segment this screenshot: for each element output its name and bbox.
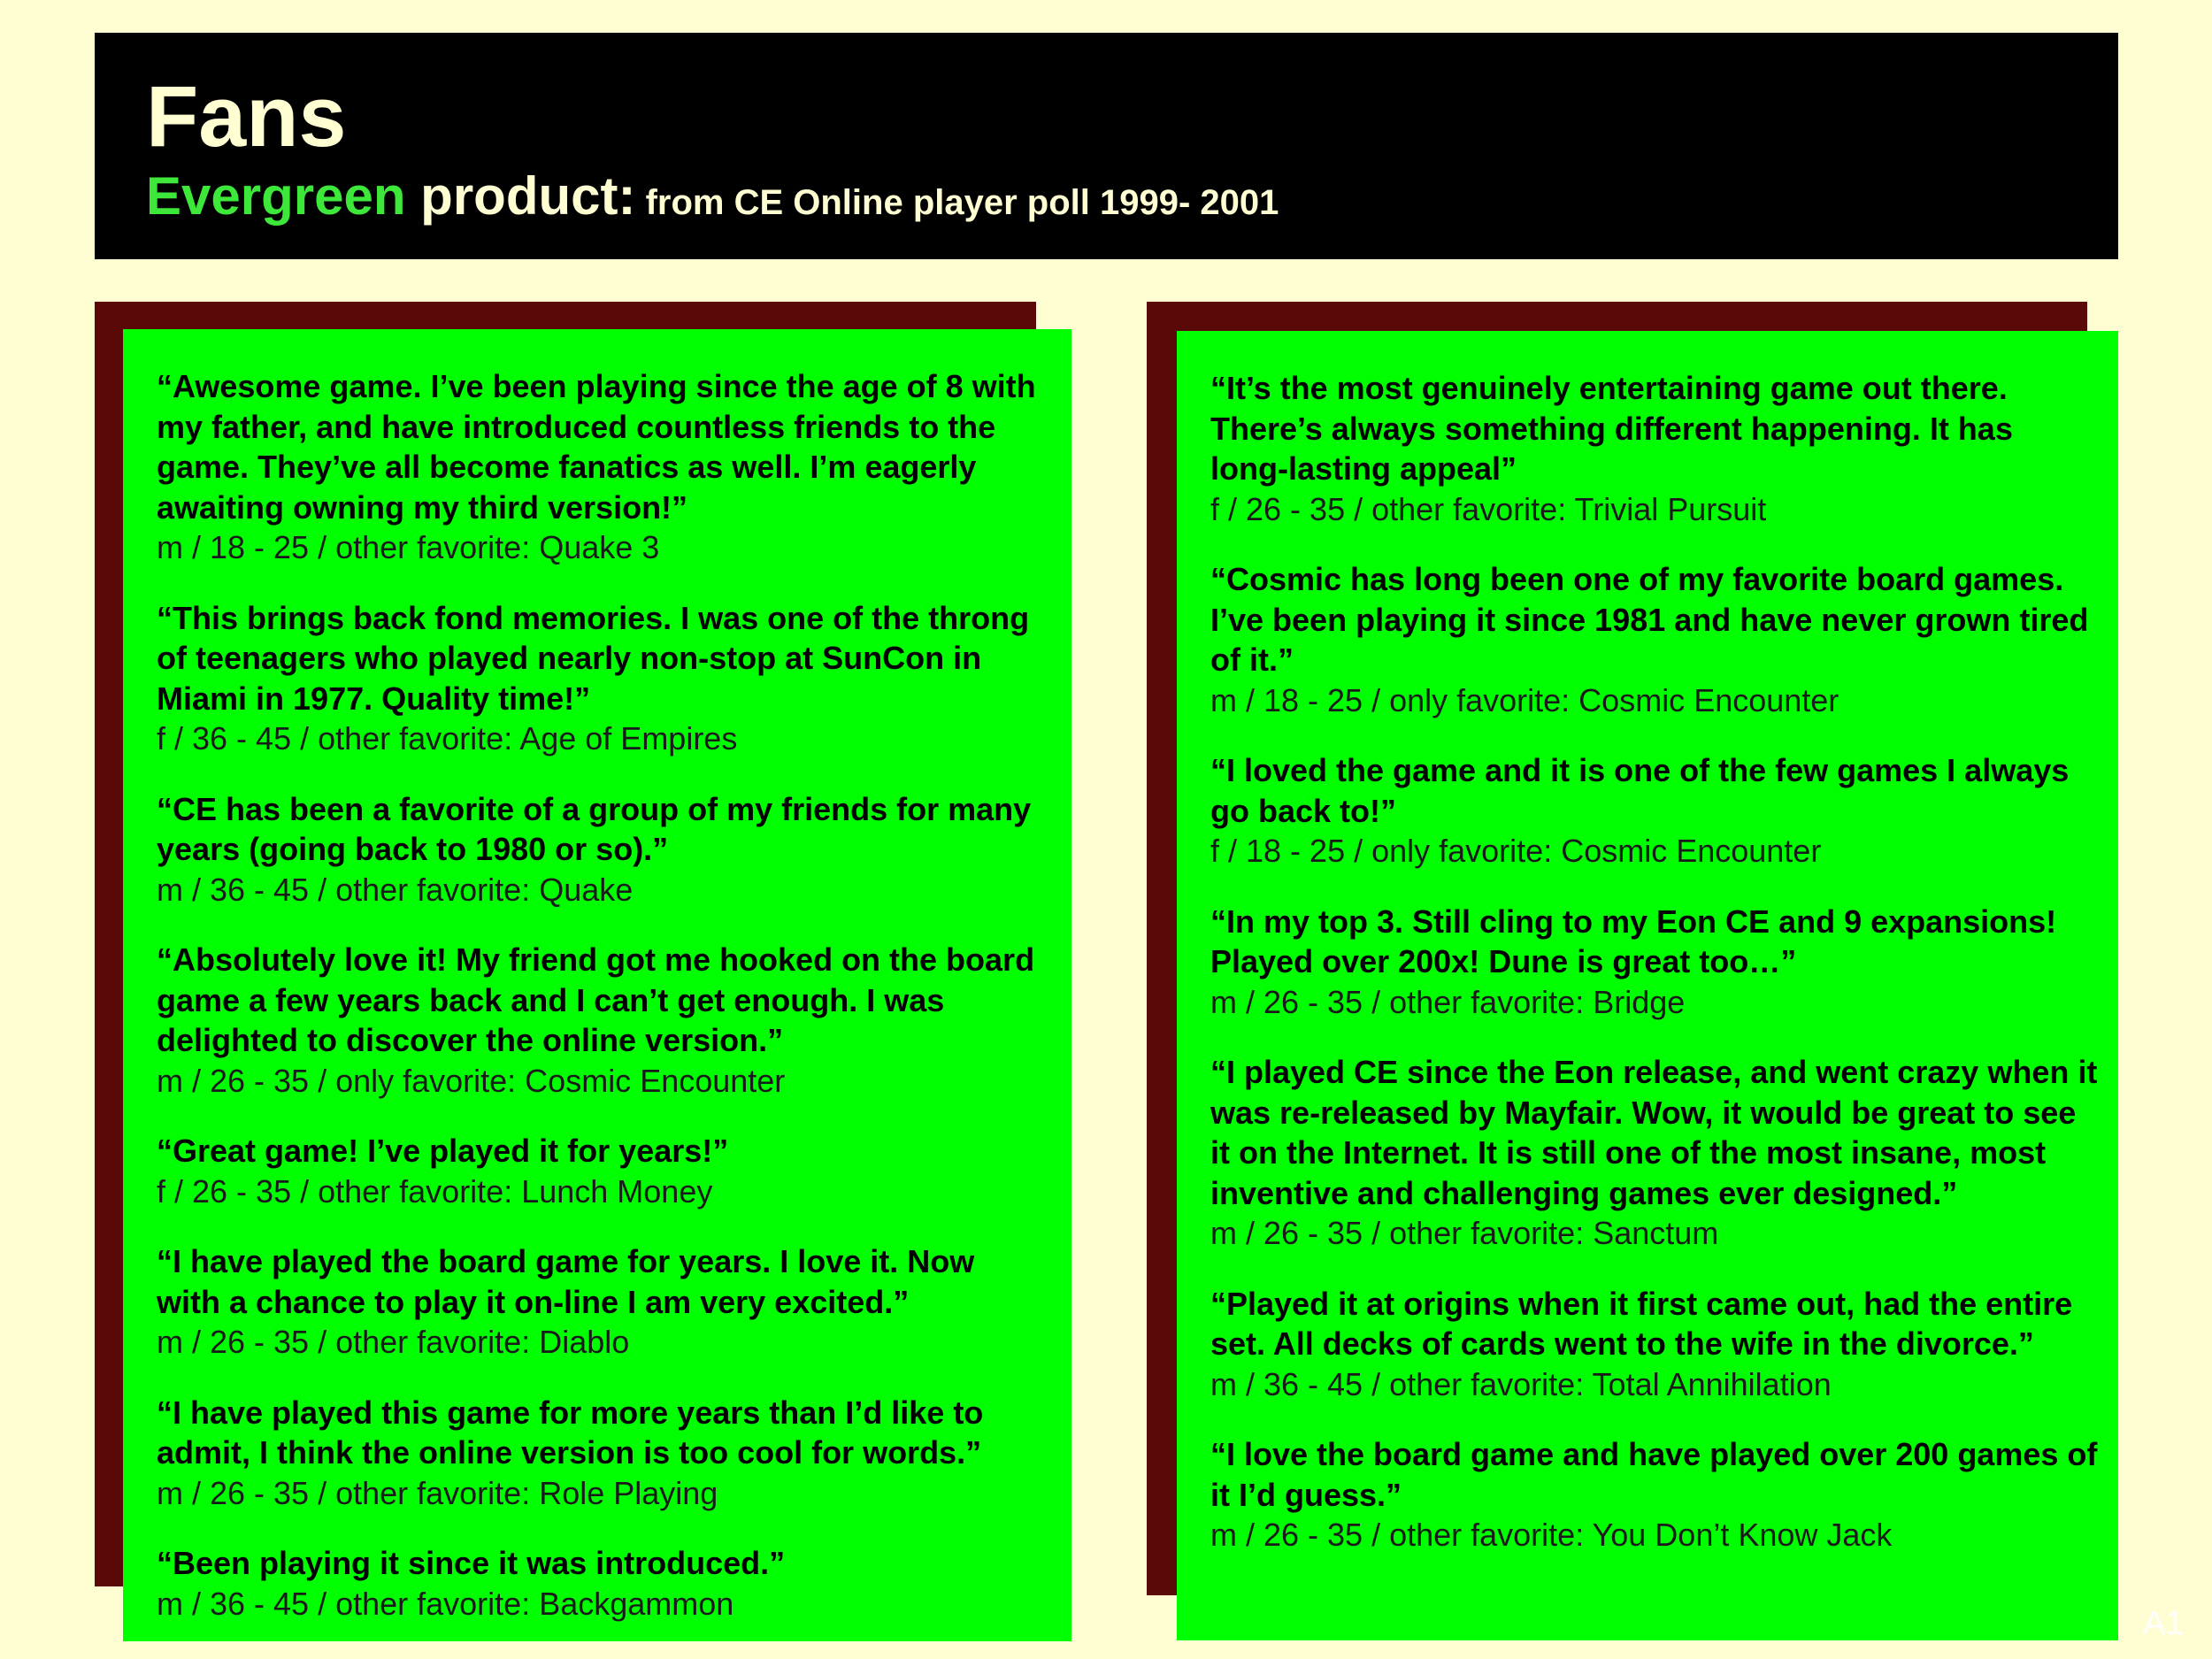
quote-item [1210,750,2099,872]
quote-attribution: m / 26 - 35 / other favorite: Bridge [1210,983,1686,1020]
quote-item [157,1393,1045,1514]
quote-item [1210,1052,2099,1254]
quote-text: “Played it at origins when it first came out, had the entire set. All decks of cards went to the wife in the divorce.” [1210,1285,2073,1362]
quote-text: “Great game! I’ve played it for years!” [157,1133,729,1169]
quote-item [157,598,1045,759]
quote-text: “Absolutely love it! My friend got me hooked on the board game a few years back and I can’t get enough. I was delighted to discover the online version.” [157,941,1035,1058]
quote-item [157,1131,1045,1211]
quote-text: “This brings back fond memories. I was one of the throng of teenagers who played nearly non-stop at SunCon in Miami in 1977. Quality time!” [157,599,1030,717]
quote-item [157,366,1045,568]
quote-text: “I loved the game and it is one of the few games I always go back to!” [1210,752,2070,829]
quote-text: “I have played this game for more years than I’d like to admit, I think the online version is too cool for words.” [157,1394,984,1471]
quote-item [1210,559,2099,720]
left-quote-panel [123,329,1071,1641]
quote-text: “In my top 3. Still cling to my Eon CE and 9 expansions! Played over 200x! Dune is great too…” [1210,902,2057,979]
quote-item [1210,1284,2099,1405]
quote-attribution: f / 36 - 45 / other favorite: Age of Empires [157,720,738,757]
slide-title: Fans [146,68,347,165]
slide-header [95,33,2118,259]
quote-attribution: f / 26 - 35 / other favorite: Trivial Pursuit [1210,490,1767,527]
right-quote-panel [1177,331,2118,1640]
quote-attribution: m / 26 - 35 / other favorite: Role Playing [157,1474,718,1511]
quote-attribution: m / 18 - 25 / other favorite: Quake 3 [157,529,660,565]
quote-text: “Cosmic has long been one of my favorite board games. I’ve been playing it since 1981 and have never grown tired of it.” [1210,561,2089,678]
quote-attribution: m / 26 - 35 / other favorite: Sanctum [1210,1215,1719,1251]
quote-text: “I played CE since the Eon release, and went crazy when it was re-released by Mayfair. Wow, it would be great to see it on the Internet. It is still one of the most insane, most inventive and challenging games ever designed.” [1210,1054,2098,1211]
quote-attribution: m / 36 - 45 / other favorite: Quake [157,871,634,908]
quote-text: “It’s the most genuinely entertaining game out there. There’s always something different happening. It has long-lasting appeal” [1210,370,2013,487]
quote-attribution: m / 26 - 35 / other favorite: You Don’t Know Jack [1210,1517,1893,1553]
quote-attribution: m / 36 - 45 / other favorite: Backgammon [157,1585,734,1622]
quote-text: “I love the board game and have played over 200 games of it I’d guess.” [1210,1436,2098,1513]
quote-item [157,1543,1045,1624]
quote-attribution: m / 36 - 45 / other favorite: Total Annihilation [1210,1365,1832,1402]
subtitle-highlight: Evergreen [146,166,406,226]
quote-text: “Awesome game. I’ve been playing since the age of 8 with my father, and have introduced countless friends to the game. They’ve all become fanatics as well. I’m eagerly awaiting owning my third version!” [157,368,1036,526]
quote-text: “Been playing it since it was introduced.” [157,1545,786,1581]
slide-subtitle [146,166,1279,226]
quote-text: “I have played the board game for years. I love it. Now with a chance to play it on-line I am very excited.” [157,1243,975,1320]
quote-item [157,1241,1045,1363]
quote-attribution: m / 26 - 35 / other favorite: Diablo [157,1324,630,1360]
quote-item [157,789,1045,910]
quote-item [1210,368,2099,529]
quote-attribution: f / 18 - 25 / only favorite: Cosmic Encounter [1210,833,1822,869]
page-number: A1 [2143,1605,2185,1642]
quote-item [157,940,1045,1101]
subtitle-main: product: [405,166,636,226]
quote-attribution: m / 18 - 25 / only favorite: Cosmic Encounter [1210,681,1839,718]
subtitle-note: from CE Online player poll 1999- 2001 [635,183,1279,222]
quote-attribution: f / 26 - 35 / other favorite: Lunch Money [157,1172,713,1210]
quote-item [1210,1434,2099,1555]
quote-item [1210,902,2099,1023]
quote-text: “CE has been a favorite of a group of my friends for many years (going back to 1980 or so).” [157,790,1032,867]
quote-attribution: m / 26 - 35 / only favorite: Cosmic Encounter [157,1062,786,1099]
